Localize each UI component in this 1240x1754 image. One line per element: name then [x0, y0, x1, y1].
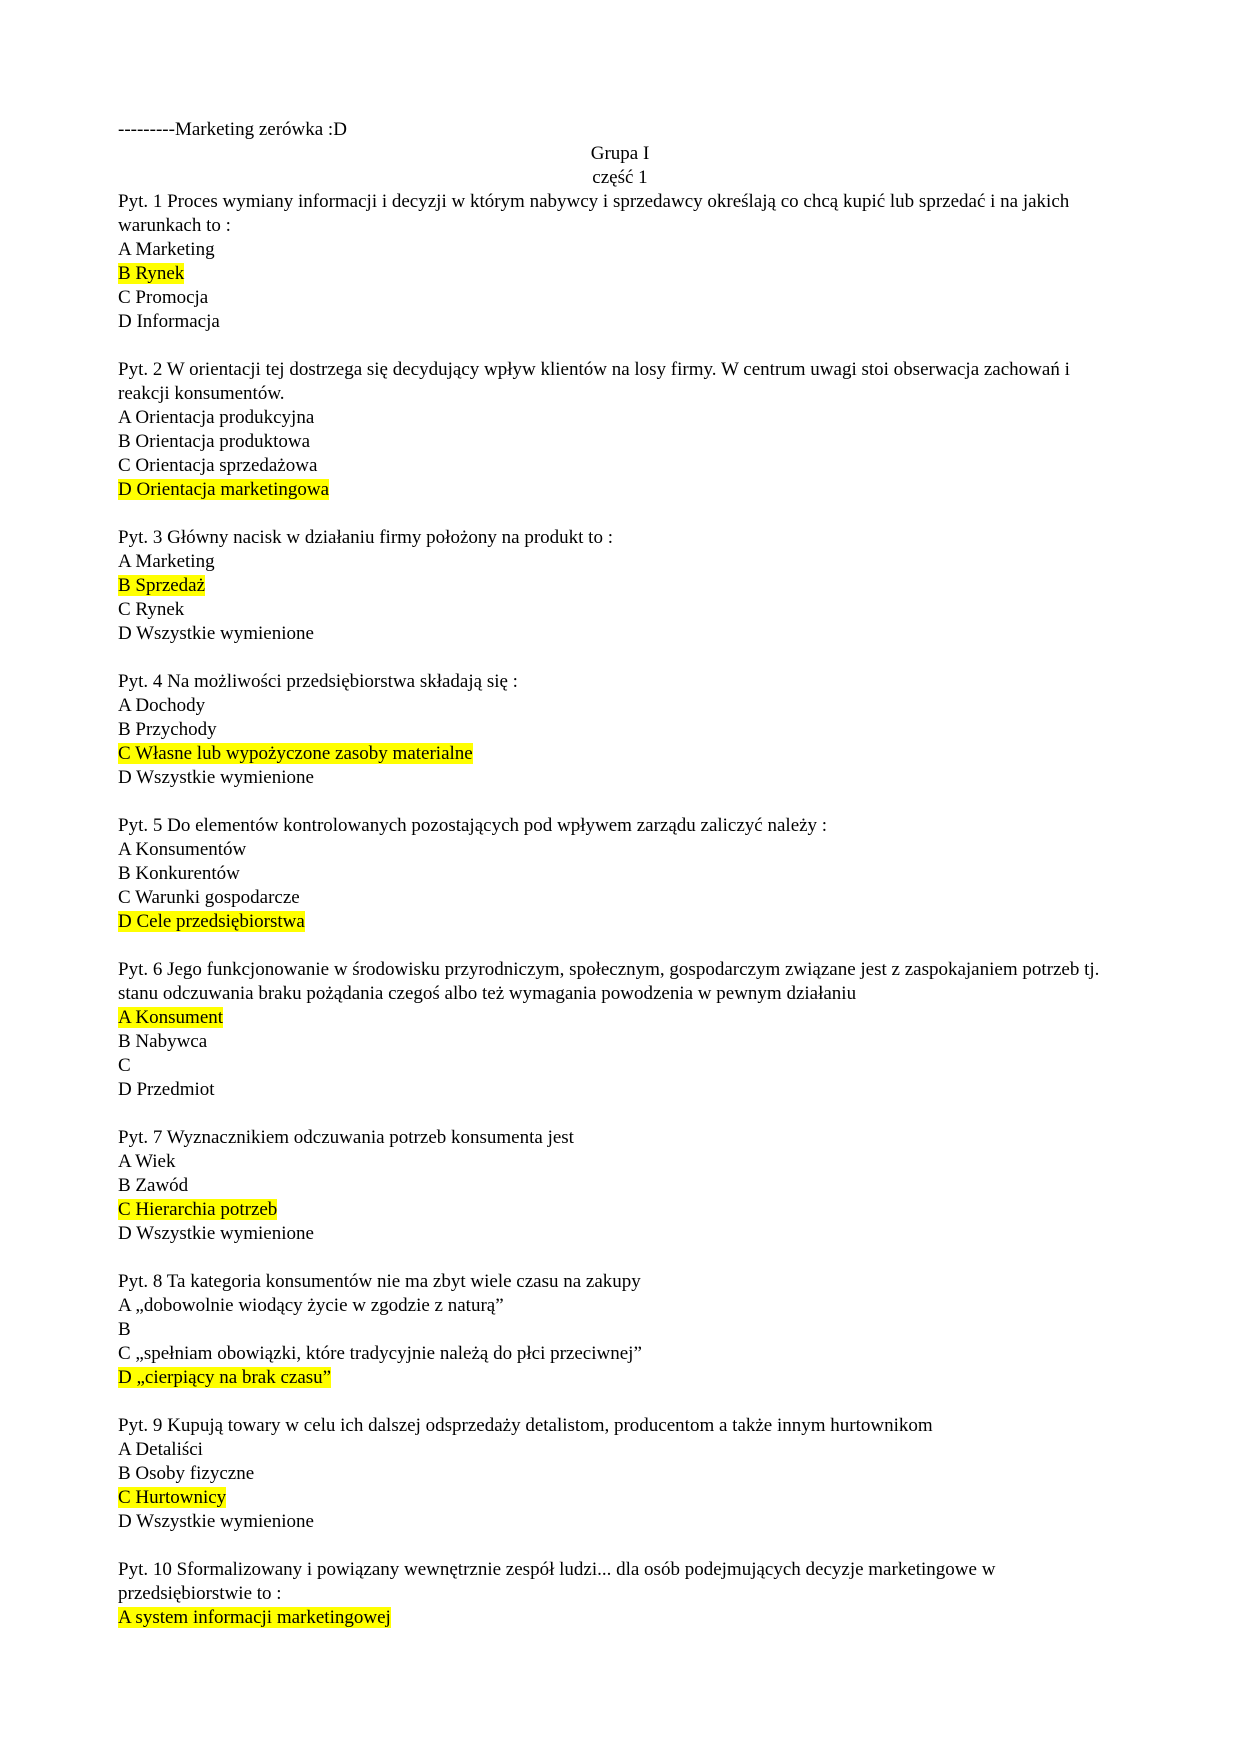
answer-option	[118, 766, 1118, 790]
answer-option	[118, 910, 1118, 934]
answer-text: B	[118, 1319, 131, 1340]
answer-option	[118, 1342, 1118, 1366]
answer-option	[118, 310, 1118, 334]
answer-option	[118, 742, 1118, 766]
highlighted-answer-text: B Rynek	[118, 263, 185, 284]
answer-text: C	[118, 1055, 131, 1076]
answer-text: D Wszystkie wymienione	[118, 1511, 314, 1532]
highlighted-answer-text: A system informacji marketingowej	[118, 1607, 391, 1628]
question-block	[118, 670, 1118, 790]
question-block	[118, 1126, 1118, 1246]
answer-option	[118, 238, 1118, 262]
answer-option	[118, 262, 1118, 286]
question-text: Pyt. 9 Kupują towary w celu ich dalszej odsprzedaży detalistom, producentom a także innym hurtownikom	[118, 1415, 933, 1436]
answer-option	[118, 1054, 1118, 1078]
question-block	[118, 814, 1118, 934]
answer-text: A Marketing	[118, 551, 215, 572]
answer-option	[118, 622, 1118, 646]
answer-text: A Wiek	[118, 1151, 176, 1172]
answer-text: A Konsumentów	[118, 839, 247, 860]
answer-text: D Wszystkie wymienione	[118, 623, 314, 644]
question-list	[118, 190, 1118, 1630]
answer-text: C Rynek	[118, 599, 185, 620]
answer-text: C Promocja	[118, 287, 209, 308]
answer-text: D Wszystkie wymienione	[118, 1223, 314, 1244]
question-text: Pyt. 5 Do elementów kontrolowanych pozostających pod wpływem zarządu zaliczyć należy :	[118, 815, 828, 836]
answer-text: C „spełniam obowiązki, które tradycyjnie należą do płci przeciwnej”	[118, 1343, 642, 1364]
answer-text: D Informacja	[118, 311, 220, 332]
answer-option	[118, 886, 1118, 910]
highlighted-answer-text: D „cierpiący na brak czasu”	[118, 1367, 332, 1388]
question-text: Pyt. 8 Ta kategoria konsumentów nie ma zbyt wiele czasu na zakupy	[118, 1271, 641, 1292]
highlighted-answer-text: D Orientacja marketingowa	[118, 479, 330, 500]
highlighted-answer-text: A Konsument	[118, 1007, 224, 1028]
document-page	[118, 118, 1118, 1630]
answer-text: B Zawód	[118, 1175, 189, 1196]
part-title: część 1	[592, 167, 648, 188]
answer-text: B Nabywca	[118, 1031, 208, 1052]
answer-text: B Orientacja produktowa	[118, 431, 311, 452]
answer-text: B Konkurentów	[118, 863, 240, 884]
question-text: Pyt. 2 W orientacji tej dostrzega się decydujący wpływ klientów na losy firmy. W centrum uwagi stoi obserwacja zachowań i reakcji konsumentów.	[118, 359, 1075, 404]
question-block	[118, 526, 1118, 646]
answer-option	[118, 1606, 1118, 1630]
answer-option	[118, 1366, 1118, 1390]
answer-option	[118, 550, 1118, 574]
answer-text: A Orientacja produkcyjna	[118, 407, 315, 428]
highlighted-answer-text: B Sprzedaż	[118, 575, 206, 596]
question-text: Pyt. 7 Wyznacznikiem odczuwania potrzeb konsumenta jest	[118, 1127, 574, 1148]
answer-text: D Przedmiot	[118, 1079, 215, 1100]
answer-option	[118, 718, 1118, 742]
answer-option	[118, 1510, 1118, 1534]
answer-option	[118, 598, 1118, 622]
answer-option	[118, 574, 1118, 598]
answer-option	[118, 286, 1118, 310]
answer-option	[118, 694, 1118, 718]
answer-option	[118, 1006, 1118, 1030]
question-block	[118, 190, 1118, 334]
answer-text: A Marketing	[118, 239, 215, 260]
answer-option	[118, 1462, 1118, 1486]
answer-option	[118, 1318, 1118, 1342]
question-text: Pyt. 4 Na możliwości przedsiębiorstwa składają się :	[118, 671, 518, 692]
answer-option	[118, 1078, 1118, 1102]
answer-text: A Detaliści	[118, 1439, 203, 1460]
highlighted-answer-text: C Własne lub wypożyczone zasoby materialne	[118, 743, 473, 764]
answer-option	[118, 1150, 1118, 1174]
question-text: Pyt. 6 Jego funkcjonowanie w środowisku przyrodniczym, społecznym, gospodarczym związane jest z zaspokajaniem potrzeb tj. stanu odczuwania braku pożądania czegoś albo też wymagania powodzenia w pewnym działaniu	[118, 959, 1105, 1004]
answer-option	[118, 430, 1118, 454]
answer-text: B Przychody	[118, 719, 217, 740]
group-title: Grupa I	[590, 143, 650, 164]
answer-option	[118, 862, 1118, 886]
answer-option	[118, 1174, 1118, 1198]
answer-option	[118, 406, 1118, 430]
question-block	[118, 1270, 1118, 1390]
answer-option	[118, 1030, 1118, 1054]
answer-text: C Orientacja sprzedażowa	[118, 455, 318, 476]
answer-option	[118, 1438, 1118, 1462]
question-block	[118, 958, 1118, 1102]
answer-option	[118, 1198, 1118, 1222]
answer-option	[118, 454, 1118, 478]
answer-option	[118, 1486, 1118, 1510]
highlighted-answer-text: D Cele przedsiębiorstwa	[118, 911, 305, 932]
answer-text: A „dobowolnie wiodący życie w zgodzie z naturą”	[118, 1295, 504, 1316]
question-text: Pyt. 1 Proces wymiany informacji i decyzji w którym nabywcy i sprzedawcy określają co chcą kupić lub sprzedać i na jakich warunkach to :	[118, 191, 1075, 236]
highlighted-answer-text: C Hierarchia potrzeb	[118, 1199, 278, 1220]
answer-text: D Wszystkie wymienione	[118, 767, 314, 788]
answer-text: C Warunki gospodarcze	[118, 887, 300, 908]
answer-text: B Osoby fizyczne	[118, 1463, 255, 1484]
question-block	[118, 358, 1118, 502]
question-text: Pyt. 3 Główny nacisk w działaniu firmy położony na produkt to :	[118, 527, 613, 548]
answer-option	[118, 1294, 1118, 1318]
answer-option	[118, 478, 1118, 502]
question-block	[118, 1414, 1118, 1534]
highlighted-answer-text: C Hurtownicy	[118, 1487, 227, 1508]
answer-text: A Dochody	[118, 695, 206, 716]
answer-option	[118, 1222, 1118, 1246]
document-header: ---------Marketing zerówka :D	[118, 119, 347, 140]
question-block	[118, 1558, 1118, 1630]
question-text: Pyt. 10 Sformalizowany i powiązany wewnętrznie zespół ludzi... dla osób podejmujących decyzje marketingowe w przedsiębiorstwie to :	[118, 1559, 1001, 1604]
answer-option	[118, 838, 1118, 862]
